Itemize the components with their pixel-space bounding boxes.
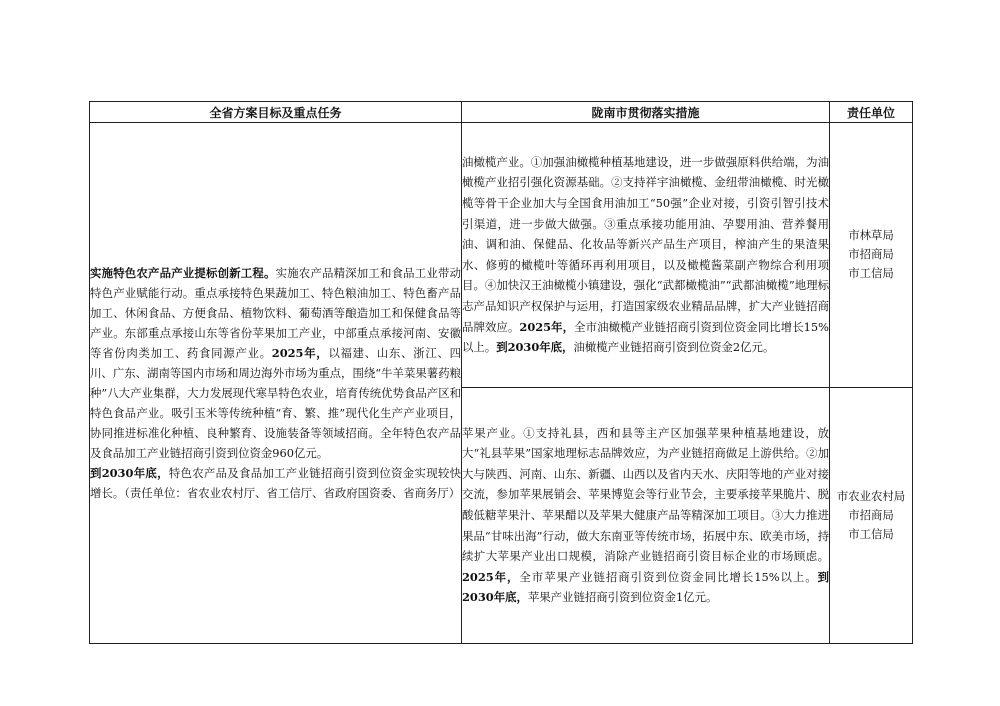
task-title: 实施特色农产品产业提标创新工程。 bbox=[90, 266, 276, 280]
header-row bbox=[90, 102, 913, 123]
table-row bbox=[90, 123, 913, 388]
apple-text-3: 苹果产业链招商引资到位资金1亿元。 bbox=[527, 590, 718, 605]
unit-name: 市招商局 bbox=[848, 247, 894, 262]
olive-text-2: 全市油橄榄产业链招商引资到位资金同比增长15%以上。 bbox=[462, 319, 829, 355]
olive-year-2030: 到2030年底， bbox=[496, 340, 574, 355]
apple-text-1: 苹果产业。①支持礼县，西和县等主产区加强苹果种植基地建设，放大“礼县苹果”国家地理标志品牌效应，为产业链招商做足上游供给。②加大与陕西、河南、山东、新疆、山西以及省内天水、庆阳等地的产业对接交流，参加苹果展销会、苹果博览会等行业节会，主要承接苹果脆片、脱酸低糖苹果汁、苹果醋以及苹果大健康产品等精深加工项目。③大力推进果品“甘味出海”行动，做大东南亚等传统市场，拓展中东、欧美市场，持续扩大苹果产业出口规模，消除产业链招商引资目标企业的市场顾虑。 bbox=[462, 425, 829, 564]
unit-name: 市招商局 bbox=[848, 507, 894, 522]
task-table bbox=[89, 101, 913, 644]
olive-text-3: 油橄榄产业链招商引资到位资金2亿元。 bbox=[573, 340, 775, 355]
apple-year-2025: 2025年， bbox=[462, 569, 520, 584]
task-text-3: 特色农产品及食品加工产业链招商引资到位资金实现较快增长。（责任单位：省农业农村厅、省工信厅、省政府国资委、省商务厅） bbox=[90, 466, 461, 500]
olive-text-1: 油橄榄产业。①加强油橄榄种植基地建设，进一步做强原料供给端，为油橄榄产业招引强化资源基础。②支持祥宇油橄榄、金纽带油橄榄、时光橄榄等骨干企业加大与全国食用油加工“50强”企业对接，引资引智引技术引渠道，进一步做大做强。③重点承接功能用油、孕婴用油、营养餐用油、调和油、保健品、化妆品等新兴产品生产项目，榨油产生的果渣果水、修剪的橄榄叶等循环再利用项目，以及橄榄酱菜副产物综合利用项目。④加快汉王油橄榄小镇建设，强化“武都橄榄油”“武都油橄榄”地理标志产品知识产权保护与运用，打造国家级农业精品品牌，扩大产业链招商品牌效应。 bbox=[462, 154, 829, 334]
task-text-1: 实施农产品精深加工和食品工业带动特色产业赋能行动。重点承接特色果蔬加工、特色粮油加工、特色畜产品加工、休闲食品、方便食品、植物饮料、葡萄酒等酿造加工和保健食品等产业。东部重点承接山东等省份苹果加工产业，中部重点承接河南、安徽等省份肉类加工、药食同源产业。 bbox=[90, 266, 461, 360]
unit-name: 市林草局 bbox=[848, 228, 894, 243]
task-text-2: 以福建、山东、浙江、四川、广东、湖南等国内市场和周边海外市场为重点，围绕“牛羊菜果薯药粮种”八大产业集群，大力发展现代寒旱特色农业，培育传统优势食品产区和特色食品产业。吸引玉米等传统种植“育、繁、推”现代化生产产业项目，协同推进标准化种植、良种繁育、设施装备等领域招商。全年特色农产品及食品加工产业链招商引资到位资金960亿元。 bbox=[90, 346, 461, 460]
unit-name: 市工信局 bbox=[848, 266, 894, 281]
apple-year-2030: 到2030年底， bbox=[462, 569, 829, 605]
header-longnan-measures: 陇南市贯彻落实措施 bbox=[462, 102, 830, 123]
task-year-2025: 2025年， bbox=[271, 346, 329, 360]
province-task-cell bbox=[90, 123, 462, 644]
header-responsible-unit: 责任单位 bbox=[830, 102, 913, 123]
apple-unit-cell bbox=[830, 387, 913, 643]
olive-measures-cell bbox=[462, 123, 830, 388]
olive-year-2025: 2025年， bbox=[519, 319, 575, 334]
header-province-goals: 全省方案目标及重点任务 bbox=[90, 102, 462, 123]
task-year-2030: 到2030年底， bbox=[90, 466, 169, 480]
apple-measures-cell bbox=[462, 387, 830, 643]
unit-name: 市农业农村局 bbox=[836, 488, 906, 503]
unit-name: 市工信局 bbox=[848, 526, 894, 541]
olive-unit-cell bbox=[830, 123, 913, 388]
apple-text-2: 全市苹果产业链招商引资到位资金同比增长15%以上。 bbox=[519, 569, 818, 584]
